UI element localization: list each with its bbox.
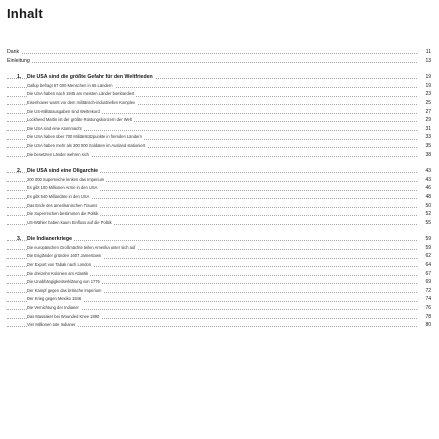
section-gap [7, 159, 431, 167]
page-number: 31 [419, 125, 431, 134]
page-number: 76 [419, 304, 431, 313]
page-number: 59 [419, 235, 431, 244]
page-number: 13 [419, 57, 431, 66]
page-number: 38 [419, 151, 431, 160]
page-number: 48 [419, 193, 431, 202]
toc-subentry[interactable] [7, 142, 431, 151]
entry-title: Gallup befragt 67 000 Menschen in 65 Ländern [27, 82, 115, 91]
toc-subentry[interactable] [7, 295, 431, 304]
page-number: 55 [419, 219, 431, 228]
page-number: 62 [419, 252, 431, 261]
toc-subentry[interactable] [7, 184, 431, 193]
page-number: 11 [419, 48, 431, 57]
toc-subentry[interactable] [7, 151, 431, 160]
toc-subentry[interactable] [7, 82, 431, 91]
page-number: 25 [419, 99, 431, 108]
toc-chapter[interactable] [7, 235, 431, 244]
entry-title: Der Kampf gegen das britische Imperium [27, 287, 103, 296]
toc-entry[interactable] [7, 57, 431, 66]
toc-subentry[interactable] [7, 193, 431, 202]
page-number: 69 [419, 278, 431, 287]
entry-title: Die Engländer gründen 1607 Jamestown [27, 252, 103, 261]
toc-subentry[interactable] [7, 108, 431, 117]
toc-subentry[interactable] [7, 252, 431, 261]
toc-chapter[interactable] [7, 73, 431, 82]
entry-title: Es gibt 100 Millionen Arme in den USA [27, 184, 99, 193]
chapter-number: 2. [17, 168, 22, 175]
toc-subentry[interactable] [7, 321, 431, 330]
page-number: 72 [419, 287, 431, 296]
page-number: 19 [419, 73, 431, 82]
toc-subentry[interactable] [7, 210, 431, 219]
entry-title: Die US-Militärausgaben sind Weltrekord [27, 108, 102, 117]
page-number: 27 [419, 108, 431, 117]
page-number: 46 [419, 184, 431, 193]
toc-subentry[interactable] [7, 261, 431, 270]
entry-title: Es gibt 540 Milliardäre in den USA [27, 193, 91, 202]
entry-title: Die europäischen Großmächte teilen Amerika unter sich auf [27, 244, 137, 253]
toc-entry[interactable] [7, 48, 431, 57]
entry-title: Die dreizehn Kolonien am Atlantik [27, 270, 90, 279]
toc-subentry[interactable] [7, 304, 431, 313]
toc-subentry[interactable] [7, 90, 431, 99]
entry-title: Eisenhower warnt vor dem militärisch-industriellen Komplex [27, 99, 137, 108]
page-number: 67 [419, 270, 431, 279]
entry-title: Einleitung [7, 57, 30, 64]
toc-subentry[interactable] [7, 219, 431, 228]
toc-subentry[interactable] [7, 116, 431, 125]
entry-title: Das Ende des amerikanischen Traums [27, 202, 99, 211]
table-of-contents [7, 48, 431, 330]
entry-title: US-Wähler haben kaum Einfluss auf die Politik [27, 219, 114, 228]
toc-subentry[interactable] [7, 313, 431, 322]
entry-title: Die USA sind eine Oligarchie [27, 168, 99, 175]
entry-title: Die USA haben nach 1945 am meisten Länder bombardiert [27, 90, 136, 99]
page-number: 35 [419, 142, 431, 151]
entry-title: Die Vernichtung der Indianer [27, 304, 81, 313]
page-number: 33 [419, 133, 431, 142]
section-gap [7, 65, 431, 73]
entry-title: Die USA haben über 700 Militärstützpunkte in fremden Ländern [27, 133, 144, 142]
toc-subentry[interactable] [7, 244, 431, 253]
toc-subentry[interactable] [7, 133, 431, 142]
page-number: 52 [419, 210, 431, 219]
page-number: 78 [419, 313, 431, 322]
page-title: Inhalt [7, 6, 43, 21]
dot-leader [7, 53, 417, 54]
entry-title: Vier Millionen tote Indianer [27, 321, 77, 330]
toc-subentry[interactable] [7, 287, 431, 296]
toc-subentry[interactable] [7, 270, 431, 279]
entry-title: Die besetzten Länder wehren sich [27, 151, 91, 160]
toc-subentry[interactable] [7, 278, 431, 287]
entry-title: Der Export von Tabak nach London [27, 261, 93, 270]
dot-leader [7, 62, 417, 63]
entry-title: Die Superreichen bestimmen die Politik [27, 210, 100, 219]
toc-subentry[interactable] [7, 202, 431, 211]
entry-title: Die USA sind die größte Gefahr für den Weltfrieden [27, 74, 153, 81]
toc-subentry[interactable] [7, 125, 431, 134]
section-gap [7, 227, 431, 235]
entry-title: Die Indianerkriege [27, 236, 72, 243]
entry-title: Der Krieg gegen Mexiko 1846 [27, 295, 83, 304]
entry-title: Das Massaker bei Wounded Knee 1890 [27, 313, 101, 322]
page-number: 59 [419, 244, 431, 253]
page-number: 43 [419, 176, 431, 185]
page-number: 43 [419, 167, 431, 176]
entry-title: Lockheed Martin ist der größte Rüstungskonzern der Welt [27, 116, 134, 125]
page-number: 64 [419, 261, 431, 270]
page-number: 19 [419, 82, 431, 91]
chapter-number: 1. [17, 74, 22, 81]
toc-subentry[interactable] [7, 176, 431, 185]
toc-subentry[interactable] [7, 99, 431, 108]
page-number: 23 [419, 90, 431, 99]
chapter-number: 3. [17, 236, 22, 243]
entry-title: Die USA sind eine Atommacht [27, 125, 84, 134]
entry-title: 200 000 Superreiche lenken das Imperium [27, 176, 106, 185]
page-number: 29 [419, 116, 431, 125]
entry-title: Die Unabhängigkeitserklärung von 1776 [27, 278, 102, 287]
page-number: 80 [419, 321, 431, 330]
page-number: 50 [419, 202, 431, 211]
entry-title: Dank [7, 49, 20, 55]
page-number: 74 [419, 295, 431, 304]
entry-title: Die USA haben mehr als 200 000 Soldaten im Ausland stationiert [27, 142, 147, 151]
toc-chapter[interactable] [7, 167, 431, 176]
